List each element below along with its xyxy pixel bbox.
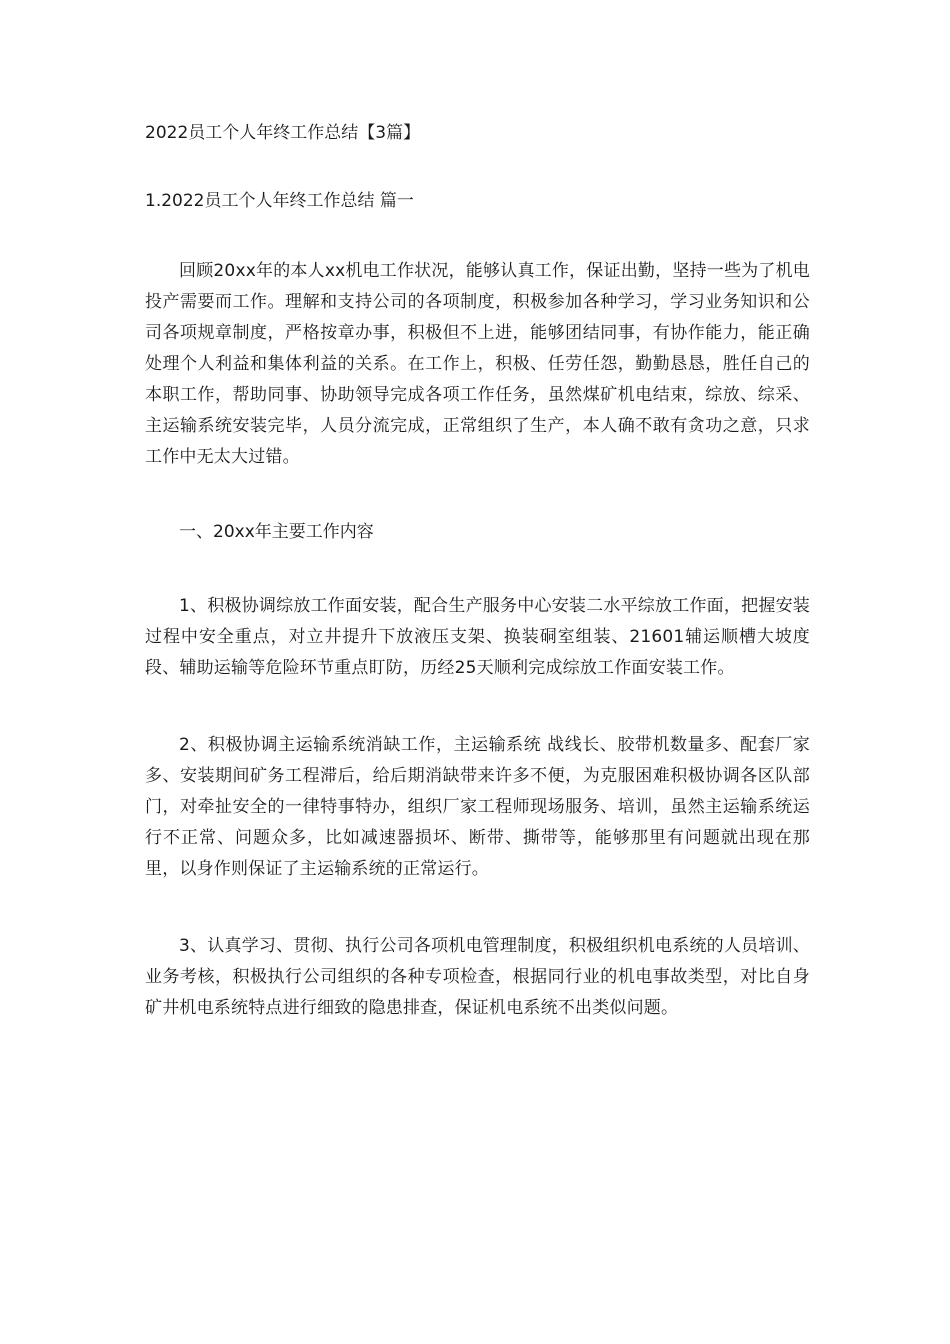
item-paragraph-1: 1、积极协调综放工作面安装，配合生产服务中心安装二水平综放工作面，把握安装过程中安全重点，对立井提升下放液压支架、换装硐室组装、21601辅运顺槽大坡度段、辅助运输等危险环节重点盯防，历经25天顺利完成综放工作面安装工作。 [145, 596, 810, 678]
document-subtitle: 1.2022员工个人年终工作总结 篇一 [145, 191, 414, 211]
document-title: 2022员工个人年终工作总结【3篇】 [145, 123, 421, 143]
document-body [145, 120, 810, 1070]
item-paragraph-2: 2、积极协调主运输系统消缺工作，主运输系统 战线长、胶带机数量多、配套厂家多、安装期间矿务工程滞后，给后期消缺带来许多不便，为克服困难积极协调各区队部门，对牵扯安全的一律特事特办，组织厂家工程师现场服务、培训，虽然主运输系统运行不正常、问题众多，比如减速器损坏、断带、撕带等，能够那里有问题就出现在那里，以身作则保证了主运输系统的正常运行。 [145, 735, 810, 879]
intro-paragraph: 回顾20xx年的本人xx机电工作状况，能够认真工作，保证出勤，坚持一些为了机电投产需要而工作。理解和支持公司的各项制度，积极参加各种学习，学习业务知识和公司各项规章制度，严格按章办事，积极但不上进，能够团结同事，有协作能力，能正确处理个人利益和集体利益的关系。在工作上，积极、任劳任怨，勤勤恳恳，胜任自己的本职工作，帮助同事、协助领导完成各项工作任务，虽然煤矿机电结束，综放、综采、主运输系统安装完毕，人员分流完成，正常组织了生产，本人确不敢有贪功之意，只求工作中无太大过错。 [145, 261, 810, 467]
section-heading: 一、20xx年主要工作内容 [179, 522, 374, 542]
item-paragraph-3: 3、认真学习、贯彻、执行公司各项机电管理制度，积极组织机电系统的人员培训、业务考核，积极执行公司组织的各种专项检查，根据同行业的机电事故类型，对比自身矿井机电系统特点进行细致的隐患排查，保证机电系统不出类似问题。 [145, 936, 810, 1018]
